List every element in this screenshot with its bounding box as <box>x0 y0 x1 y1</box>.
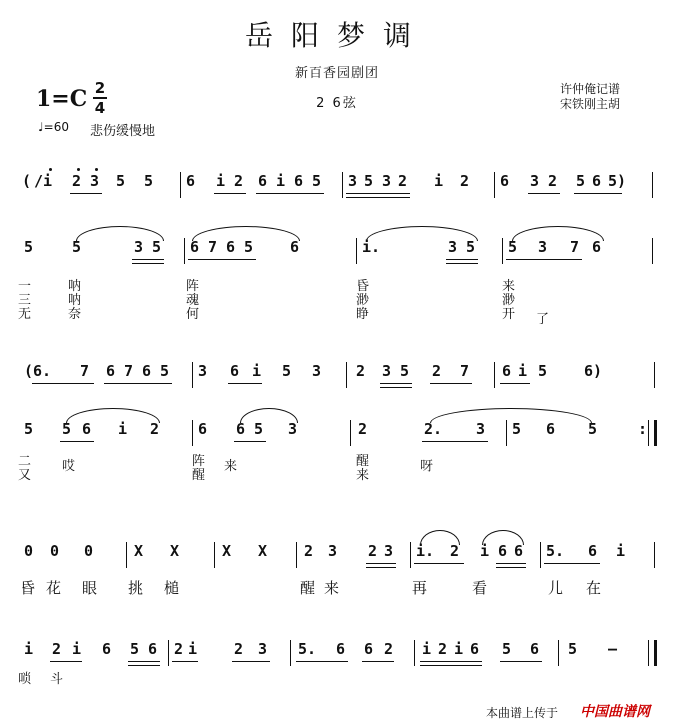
underline <box>234 441 266 442</box>
underline <box>188 259 256 260</box>
note: X <box>134 542 144 560</box>
note: 5. <box>546 542 565 560</box>
row-text: ( <box>22 172 32 190</box>
note: i <box>518 362 528 380</box>
tie <box>76 226 164 241</box>
lyric: 斗 <box>50 672 64 687</box>
bar-line <box>494 362 495 388</box>
subtitle: 新百香园剧团 <box>294 66 379 81</box>
site-logo[interactable]: 中国曲谱网 <box>580 704 650 720</box>
note: 6 <box>498 542 508 560</box>
bar-line <box>126 542 127 568</box>
note: 6 <box>226 238 236 256</box>
lyric: 昏 <box>356 279 370 294</box>
note: 5 <box>512 420 522 438</box>
underline <box>346 197 410 198</box>
note: i. <box>362 238 381 256</box>
lyric: 奈 <box>68 307 82 322</box>
note: 6 <box>186 172 196 190</box>
underline <box>500 383 530 384</box>
lyric: 儿 <box>548 579 564 597</box>
note: 0 <box>24 542 34 560</box>
lyric: 了 <box>536 312 550 327</box>
note: 2 <box>234 172 244 190</box>
note: 5 <box>116 172 126 190</box>
note: X <box>222 542 232 560</box>
underline <box>232 661 270 662</box>
note: 5 <box>508 238 518 256</box>
note: 3 <box>198 362 208 380</box>
note: 6 <box>230 362 240 380</box>
underline <box>214 193 246 194</box>
note: 5 <box>130 640 140 658</box>
lyric: 槌 <box>164 579 180 597</box>
note: 7 <box>124 362 134 380</box>
note: 6 <box>82 420 92 438</box>
notation-row-5 <box>20 542 660 570</box>
underline <box>446 259 478 260</box>
lyric: 睁 <box>356 307 370 322</box>
lyric: 挑 <box>128 579 144 597</box>
lyric: 在 <box>586 579 602 597</box>
underline <box>128 661 160 662</box>
lyric: 哎 <box>62 459 76 474</box>
bar-line <box>214 542 215 568</box>
time-signature-top: 2 <box>94 79 106 97</box>
tie <box>192 226 300 241</box>
note: 6 <box>142 362 152 380</box>
note: i <box>188 640 198 658</box>
note: 6 <box>592 238 602 256</box>
note: 6 <box>198 420 208 438</box>
note: 5 <box>466 238 476 256</box>
key-signature: 1=C <box>36 86 88 112</box>
note: 2 <box>304 542 314 560</box>
lyric: 三 <box>18 293 32 308</box>
note: 6 <box>592 172 602 190</box>
bar-line <box>296 542 297 568</box>
lyric: 来 <box>502 279 516 294</box>
notation-row-3 <box>20 362 660 390</box>
note: 3 <box>328 542 338 560</box>
note: 6 <box>236 420 246 438</box>
time-signature-bottom: 4 <box>94 99 106 117</box>
underline <box>380 383 412 384</box>
note: 6 <box>290 238 300 256</box>
note: 5 <box>24 420 34 438</box>
note: – <box>608 640 618 658</box>
note: 6 <box>530 640 540 658</box>
bar-line <box>350 420 351 446</box>
underline <box>128 665 160 666</box>
lyrics-col-3 <box>186 280 199 322</box>
repeat-sign: : <box>638 420 648 438</box>
underline <box>362 661 394 662</box>
note: 3 <box>312 362 322 380</box>
note: i <box>454 640 464 658</box>
lyrics-col-3 <box>192 455 205 483</box>
note: i <box>216 172 226 190</box>
tie <box>366 226 478 241</box>
note: i <box>434 172 444 190</box>
note: 3 <box>382 172 392 190</box>
notation-row-4 <box>20 420 660 448</box>
note: i <box>480 542 490 560</box>
underline <box>172 661 198 662</box>
notation-row-6 <box>20 640 660 668</box>
underline <box>496 563 526 564</box>
note: /i <box>34 172 53 190</box>
dot <box>49 168 52 171</box>
note: 2 <box>368 542 378 560</box>
credit-performer: 宋铁刚主胡 <box>560 97 621 111</box>
note: i <box>276 172 286 190</box>
note: 7 <box>208 238 218 256</box>
note: 6) <box>584 362 603 380</box>
note: 2 <box>150 420 160 438</box>
lyric: 又 <box>18 468 32 483</box>
notation-row-1 <box>20 172 660 200</box>
note: i <box>24 640 34 658</box>
note: i <box>422 640 432 658</box>
underline <box>574 193 622 194</box>
bar-line <box>192 420 193 446</box>
note: 3 <box>134 238 144 256</box>
lyric: 渺 <box>502 293 516 308</box>
note: 6 <box>500 172 510 190</box>
underline <box>366 563 396 564</box>
bar-line <box>414 640 415 666</box>
bar-line <box>502 238 503 264</box>
note: 5 <box>72 238 82 256</box>
note: 6 <box>502 362 512 380</box>
note: 6 <box>148 640 158 658</box>
tie <box>66 408 160 423</box>
note: 5 <box>568 640 578 658</box>
note: 6 <box>190 238 200 256</box>
note: 2 <box>432 362 442 380</box>
note: 5 <box>400 362 410 380</box>
lyric: 何 <box>186 307 200 322</box>
underline <box>70 193 102 194</box>
note: 6 <box>102 640 112 658</box>
lyrics-col-1 <box>18 455 31 483</box>
lyric: 渺 <box>356 293 370 308</box>
note: i <box>252 362 262 380</box>
lyric: 醒 <box>192 468 206 483</box>
lyric: 花 <box>46 579 62 597</box>
bar-line <box>654 542 655 568</box>
lyric: 阵 <box>186 279 200 294</box>
note: 6 <box>546 420 556 438</box>
note: i. <box>416 542 435 560</box>
underline <box>346 193 410 194</box>
note: 6 <box>470 640 480 658</box>
note: 5 <box>502 640 512 658</box>
lyrics-col-2 <box>68 280 81 322</box>
bar-line <box>168 640 169 666</box>
note: 5 <box>312 172 322 190</box>
underline <box>500 661 542 662</box>
note: 5. <box>298 640 317 658</box>
underline <box>366 567 396 568</box>
bar-line <box>654 640 657 666</box>
note: 2 <box>72 172 82 190</box>
bar-line <box>652 238 653 264</box>
expression-marking: 悲伤缓慢地 <box>90 124 156 139</box>
tie <box>512 226 604 241</box>
underline <box>430 383 472 384</box>
credit-notation: 许仲俺记谱 <box>560 82 621 96</box>
note: 3 <box>448 238 458 256</box>
lyric: 看 <box>472 579 488 597</box>
lyric: 眼 <box>82 579 98 597</box>
bar-line <box>184 238 185 264</box>
bar-line <box>494 172 495 198</box>
note: 2 <box>174 640 184 658</box>
note: 5 <box>160 362 170 380</box>
underline <box>132 259 164 260</box>
note: 5 <box>576 172 586 190</box>
note: 5 <box>152 238 162 256</box>
note: (6. <box>24 362 52 380</box>
underline <box>420 665 482 666</box>
bar-line <box>558 640 559 666</box>
note: i <box>118 420 128 438</box>
note: 2 <box>398 172 408 190</box>
underline <box>380 387 412 388</box>
note: 6 <box>106 362 116 380</box>
note: 5 <box>144 172 154 190</box>
lyric: 二 <box>18 454 32 469</box>
note: 6 <box>514 542 524 560</box>
lyrics-col-4 <box>356 280 369 322</box>
lyric: 呐 <box>68 293 82 308</box>
note: X <box>258 542 268 560</box>
underline <box>256 193 324 194</box>
note: 3 <box>348 172 358 190</box>
bar-line <box>648 640 649 666</box>
note: 2 <box>356 362 366 380</box>
bar-line <box>342 172 343 198</box>
footer-text: 本曲谱上传于 <box>486 706 559 720</box>
note: 0 <box>84 542 94 560</box>
lyric: 魂 <box>186 293 200 308</box>
note: 6 <box>294 172 304 190</box>
bar-line <box>652 172 653 198</box>
underline <box>60 441 94 442</box>
bar-line <box>654 362 655 388</box>
note: 2 <box>460 172 470 190</box>
credits <box>560 82 620 112</box>
note: X <box>170 542 180 560</box>
note: 2 <box>548 172 558 190</box>
note: 6 <box>588 542 598 560</box>
underline <box>422 441 488 442</box>
lyric: 无 <box>18 307 32 322</box>
note: 3 <box>258 640 268 658</box>
underline <box>528 193 560 194</box>
note: 3 <box>382 362 392 380</box>
lyric: 昏 <box>20 579 36 597</box>
bar-line <box>540 542 541 568</box>
note: 7 <box>570 238 580 256</box>
bar-line <box>410 542 411 568</box>
note: 2 <box>358 420 368 438</box>
note: 2. <box>424 420 443 438</box>
underline <box>228 383 262 384</box>
bar-line <box>192 362 193 388</box>
dot <box>95 168 98 171</box>
notation-row-2 <box>20 238 660 266</box>
bar-line <box>180 172 181 198</box>
time-signature <box>92 80 108 116</box>
lyric: 来 <box>324 579 340 597</box>
note: 7 <box>80 362 90 380</box>
note: 3 <box>288 420 298 438</box>
note: 5 <box>588 420 598 438</box>
note: 5 <box>244 238 254 256</box>
bar-line <box>648 420 649 446</box>
note: 2 <box>234 640 244 658</box>
bar-line <box>290 640 291 666</box>
note: i <box>616 542 626 560</box>
underline <box>32 383 94 384</box>
note: 5 <box>538 362 548 380</box>
note: 6 <box>364 640 374 658</box>
lyrics-col-5 <box>502 280 515 322</box>
note: 5 <box>24 238 34 256</box>
bar-line <box>356 238 357 264</box>
underline <box>544 563 600 564</box>
tie <box>430 408 592 423</box>
underline <box>104 383 172 384</box>
note: 3 <box>384 542 394 560</box>
note: 2 <box>438 640 448 658</box>
underline <box>496 567 526 568</box>
note: 2 <box>450 542 460 560</box>
bar-line <box>346 362 347 388</box>
note: 5) <box>608 172 627 190</box>
lyric: 来 <box>356 468 370 483</box>
note: 5 <box>282 362 292 380</box>
lyrics-col-5 <box>356 455 369 483</box>
lyric: 再 <box>412 579 428 597</box>
underline <box>446 263 478 264</box>
underline <box>132 263 164 264</box>
underline <box>420 661 482 662</box>
note: 5 <box>62 420 72 438</box>
lyric: 呐 <box>68 279 82 294</box>
lyric: 阵 <box>192 454 206 469</box>
lyrics-col-1 <box>18 280 31 322</box>
underline <box>506 259 582 260</box>
dot <box>77 168 80 171</box>
tempo-marking: ♩=60 <box>38 120 69 134</box>
note: 3 <box>90 172 100 190</box>
lyric: 一 <box>18 279 32 294</box>
note: 0 <box>50 542 60 560</box>
lyric: 醒 <box>300 579 316 597</box>
note: 5 <box>254 420 264 438</box>
note: 2 <box>384 640 394 658</box>
page-title: 岳阳梦调 <box>244 19 429 52</box>
underline <box>50 661 82 662</box>
note: 5 <box>364 172 374 190</box>
note: i <box>72 640 82 658</box>
lyric: 唢 <box>18 672 32 687</box>
note: 6 <box>336 640 346 658</box>
underline <box>296 661 348 662</box>
bar-line <box>654 420 657 446</box>
lyric: 开 <box>502 307 516 322</box>
note: 3 <box>476 420 486 438</box>
note: 7 <box>460 362 470 380</box>
note: 2 <box>52 640 62 658</box>
tuning: 2 6弦 <box>316 96 358 111</box>
lyric: 醒 <box>356 454 370 469</box>
lyric: 呀 <box>420 459 434 474</box>
note: 6 <box>258 172 268 190</box>
note: 3 <box>530 172 540 190</box>
note: 3 <box>538 238 548 256</box>
lyric: 来 <box>224 459 238 474</box>
underline <box>414 563 464 564</box>
bar-line <box>506 420 507 446</box>
